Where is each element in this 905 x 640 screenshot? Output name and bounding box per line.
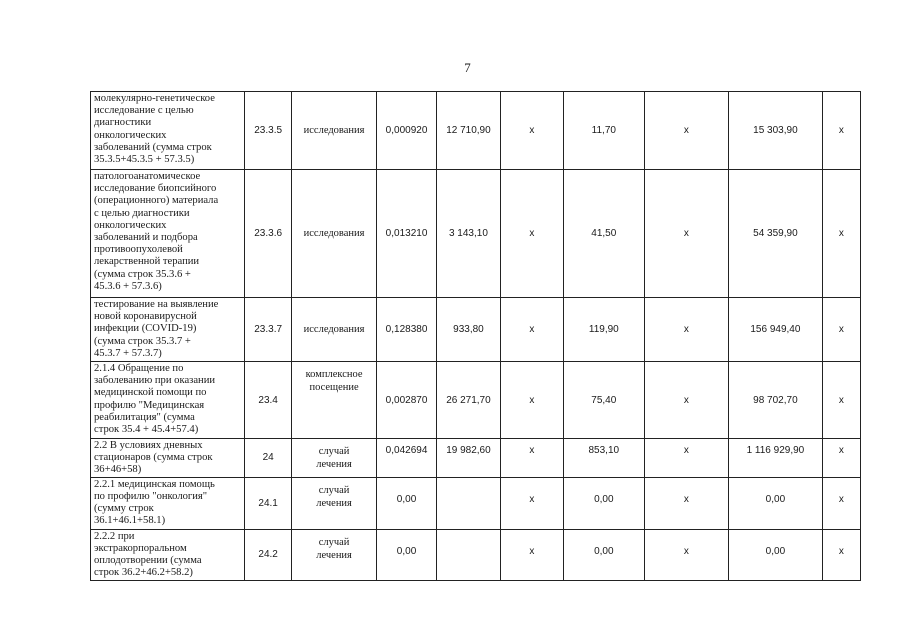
row-total: 0,00 bbox=[729, 529, 823, 580]
row-total: 54 359,90 bbox=[729, 170, 823, 298]
description-line: (сумму строк bbox=[94, 503, 154, 515]
row-total: 156 949,40 bbox=[729, 298, 823, 362]
row-total: 15 303,90 bbox=[729, 92, 823, 170]
row-code: 24.1 bbox=[245, 477, 292, 529]
row-x-col6: х bbox=[500, 477, 563, 529]
row-x-col6: х bbox=[500, 439, 563, 478]
row-x-col10: х bbox=[822, 92, 860, 170]
row-total: 1 116 929,90 bbox=[729, 439, 823, 478]
description-line: (операционного) материала bbox=[94, 195, 219, 207]
description-line: 2.2.1 медицинская помощь bbox=[94, 478, 215, 490]
description-line: оплодотворении (сумма bbox=[94, 555, 202, 567]
data-table bbox=[90, 91, 861, 581]
row-code: 23.3.6 bbox=[245, 170, 292, 298]
description-line: молекулярно-генетическое bbox=[94, 93, 215, 104]
row-norm: 0,042694 bbox=[376, 439, 436, 478]
row-unit bbox=[292, 362, 377, 439]
row-per-capita: 11,70 bbox=[564, 92, 645, 170]
unit-line: лечения bbox=[316, 549, 352, 561]
row-per-capita: 41,50 bbox=[564, 170, 645, 298]
row-x-col6: х bbox=[500, 298, 563, 362]
description-line: 36.1+46.1+58.1) bbox=[94, 515, 166, 527]
description-line: исследование с целью bbox=[94, 105, 194, 117]
unit-line: комплексное bbox=[305, 369, 363, 380]
row-total: 0,00 bbox=[729, 477, 823, 529]
unit-line: случай bbox=[318, 536, 350, 548]
description-line: патологоанатомическое bbox=[94, 171, 201, 182]
row-x-col8: х bbox=[644, 362, 729, 439]
row-x-col6: х bbox=[500, 170, 563, 298]
table-row bbox=[91, 92, 861, 170]
description-line: диагностики bbox=[94, 117, 152, 129]
row-cost: 19 982,60 bbox=[437, 439, 500, 478]
row-x-col10: х bbox=[822, 298, 860, 362]
row-x-col8: х bbox=[644, 529, 729, 580]
row-unit bbox=[292, 439, 377, 478]
row-cost: 3 143,10 bbox=[437, 170, 500, 298]
row-description bbox=[91, 439, 245, 478]
row-x-col10: х bbox=[822, 362, 860, 439]
description-line: (сумма строк 35.3.7 + bbox=[94, 335, 191, 347]
row-per-capita: 0,00 bbox=[564, 529, 645, 580]
description-line: заболеваний и подбора bbox=[94, 232, 198, 244]
table-row bbox=[91, 529, 861, 580]
row-unit bbox=[292, 170, 377, 298]
row-per-capita: 853,10 bbox=[564, 439, 645, 478]
row-description bbox=[91, 298, 245, 362]
description-line: 36+46+58) bbox=[94, 464, 142, 476]
row-x-col10: х bbox=[822, 439, 860, 478]
unit-line: исследования bbox=[303, 228, 365, 239]
description-line: 2.2 В условиях дневных bbox=[94, 440, 203, 451]
row-cost bbox=[437, 529, 500, 580]
row-description bbox=[91, 477, 245, 529]
row-description bbox=[91, 362, 245, 439]
description-line: (сумма строк 35.3.6 + bbox=[94, 268, 191, 280]
row-total: 98 702,70 bbox=[729, 362, 823, 439]
row-description bbox=[91, 529, 245, 580]
description-line: 35.3.5+45.3.5 + 57.3.5) bbox=[94, 154, 195, 166]
row-x-col8: х bbox=[644, 439, 729, 478]
description-line: стационаров (сумма строк bbox=[94, 452, 213, 464]
row-code: 23.3.5 bbox=[245, 92, 292, 170]
description-line: противоопухолевой bbox=[94, 244, 183, 256]
description-line: заболеваний (сумма строк bbox=[94, 141, 212, 153]
row-unit bbox=[292, 298, 377, 362]
description-line: онкологических bbox=[94, 129, 167, 141]
row-cost: 933,80 bbox=[437, 298, 500, 362]
page-number: 7 bbox=[464, 60, 471, 75]
row-description bbox=[91, 170, 245, 298]
description-line: профилю "Медицинская bbox=[94, 399, 205, 411]
row-cost bbox=[437, 477, 500, 529]
table-row bbox=[91, 439, 861, 478]
table-body bbox=[91, 92, 861, 581]
table-row bbox=[91, 477, 861, 529]
description-line: тестирование на выявление bbox=[94, 299, 219, 310]
row-norm: 0,00 bbox=[376, 529, 436, 580]
description-line: реабилитация" (сумма bbox=[94, 411, 195, 423]
description-line: по профилю "онкология" bbox=[94, 490, 208, 502]
unit-line: лечения bbox=[316, 459, 352, 470]
row-cost: 26 271,70 bbox=[437, 362, 500, 439]
row-x-col10: х bbox=[822, 529, 860, 580]
row-x-col8: х bbox=[644, 92, 729, 170]
row-unit bbox=[292, 477, 377, 529]
row-per-capita: 75,40 bbox=[564, 362, 645, 439]
row-code: 24.2 bbox=[245, 529, 292, 580]
unit-line: лечения bbox=[316, 497, 352, 509]
description-line: с целью диагностики bbox=[94, 207, 190, 219]
row-cost: 12 710,90 bbox=[437, 92, 500, 170]
row-description bbox=[91, 92, 245, 170]
description-line: исследование биопсийного bbox=[94, 183, 217, 195]
description-line: 2.1.4 Обращение по bbox=[94, 363, 184, 374]
table-row bbox=[91, 298, 861, 362]
description-line: лекарственной терапии bbox=[94, 256, 200, 268]
row-per-capita: 0,00 bbox=[564, 477, 645, 529]
description-line: 45.3.7 + 57.3.7) bbox=[94, 347, 162, 359]
row-x-col8: х bbox=[644, 170, 729, 298]
description-line: заболеванию при оказании bbox=[94, 375, 216, 387]
description-line: медицинской помощи по bbox=[94, 387, 207, 399]
description-line: строк 36.2+46.2+58.2) bbox=[94, 567, 193, 579]
description-line: строк 35.4 + 45.4+57.4) bbox=[94, 424, 199, 436]
row-norm: 0,00 bbox=[376, 477, 436, 529]
row-per-capita: 119,90 bbox=[564, 298, 645, 362]
table-row bbox=[91, 170, 861, 298]
description-line: 2.2.2 при bbox=[94, 530, 135, 542]
row-x-col6: х bbox=[500, 362, 563, 439]
unit-line: исследования bbox=[303, 125, 365, 136]
row-x-col10: х bbox=[822, 170, 860, 298]
description-line: новой коронавирусной bbox=[94, 311, 197, 323]
description-line: онкологических bbox=[94, 219, 167, 231]
row-unit bbox=[292, 529, 377, 580]
row-code: 23.4 bbox=[245, 362, 292, 439]
row-x-col8: х bbox=[644, 477, 729, 529]
row-x-col6: х bbox=[500, 529, 563, 580]
row-norm: 0,002870 bbox=[376, 362, 436, 439]
unit-line: посещение bbox=[309, 382, 359, 393]
table-row bbox=[91, 362, 861, 439]
row-x-col10: х bbox=[822, 477, 860, 529]
row-code: 23.3.7 bbox=[245, 298, 292, 362]
description-line: инфекции (COVID-19) bbox=[94, 323, 197, 335]
row-norm: 0,128380 bbox=[376, 298, 436, 362]
description-line: 45.3.6 + 57.3.6) bbox=[94, 280, 162, 292]
row-norm: 0,000920 bbox=[376, 92, 436, 170]
row-unit bbox=[292, 92, 377, 170]
row-code: 24 bbox=[245, 439, 292, 478]
row-x-col6: х bbox=[500, 92, 563, 170]
row-x-col8: х bbox=[644, 298, 729, 362]
row-norm: 0,013210 bbox=[376, 170, 436, 298]
unit-line: случай bbox=[318, 446, 350, 457]
unit-line: исследования bbox=[303, 324, 365, 335]
description-line: экстракорпоральном bbox=[94, 542, 187, 554]
unit-line: случай bbox=[318, 484, 350, 496]
